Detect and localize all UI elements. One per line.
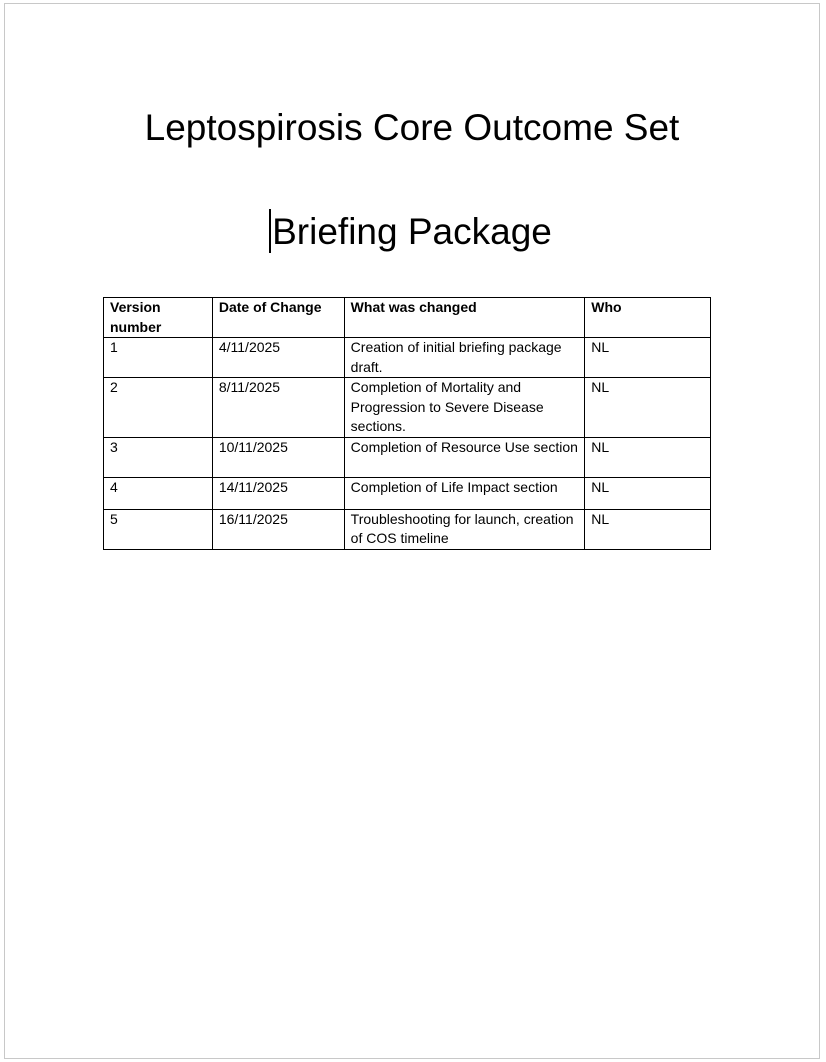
document-title: Leptospirosis Core Outcome Set [144,107,680,148]
header-who: Who [585,298,711,338]
header-date: Date of Change [212,298,344,338]
table-row [104,477,711,509]
cell-version: 5 [104,509,213,549]
subtitle-text-wrap [272,213,552,250]
cell-date: 8/11/2025 [212,378,344,438]
cell-date: 14/11/2025 [212,477,344,509]
cell-date: 10/11/2025 [212,437,344,477]
subtitle-text: Briefing Package [272,211,552,252]
table-row [104,378,711,438]
cell-who: NL [585,338,711,378]
cell-who: NL [585,378,711,438]
cell-who: NL [585,477,711,509]
cell-version: 4 [104,477,213,509]
cell-what: Completion of Resource Use section [344,437,585,477]
cell-date: 4/11/2025 [212,338,344,378]
header-version: Version number [104,298,213,338]
document-page[interactable] [4,3,820,1059]
cell-version: 2 [104,378,213,438]
cell-version: 3 [104,437,213,477]
cell-what: Completion of Mortality and Progression to Severe Disease sections. [344,378,585,438]
table-row [104,338,711,378]
document-subtitle[interactable] [5,213,819,250]
text-cursor [269,209,271,253]
cell-date: 16/11/2025 [212,509,344,549]
cell-what: Creation of initial briefing package draft. [344,338,585,378]
cell-what: Completion of Life Impact section [344,477,585,509]
header-what: What was changed [344,298,585,338]
cell-what: Troubleshooting for launch, creation of COS timeline [344,509,585,549]
table-row [104,437,711,477]
cell-version: 1 [104,338,213,378]
cell-who: NL [585,437,711,477]
table-header-row [104,298,711,338]
version-history-table [103,297,711,550]
cell-who: NL [585,509,711,549]
table-row [104,509,711,549]
